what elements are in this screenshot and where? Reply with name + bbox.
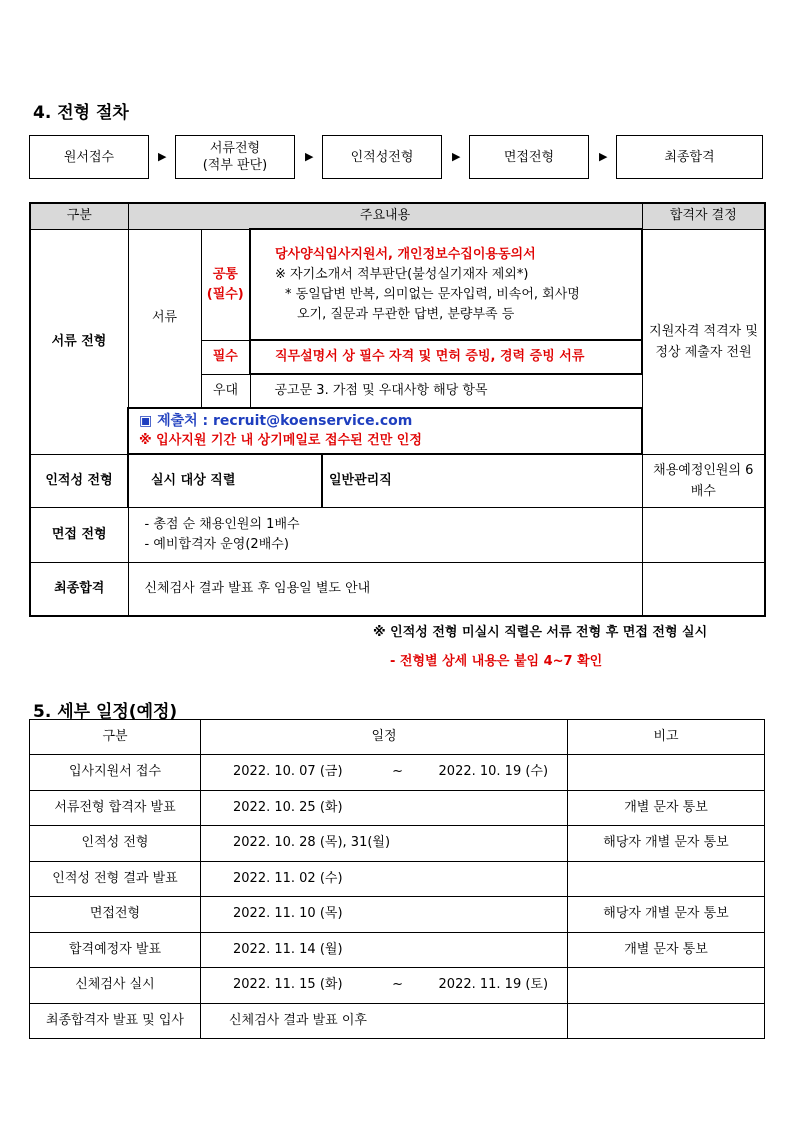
schedule-name: 면접전형 [30,897,201,933]
common-line-1: 당사양식입사지원서, 개인정보수집이용동의서 [275,246,536,262]
flow-step-interview [469,135,589,179]
schedule-date [201,861,568,897]
interview-label: 면접 전형 [30,507,128,562]
schedule-name: 인적성 전형 결과 발표 [30,861,201,897]
schedule-date [201,755,568,791]
note-aptitude: ※ 인적성 전형 미실시 직렬은 서류 전형 후 면접 전형 실시 [373,625,708,640]
table-row [30,968,765,1004]
aptitude-target-label: 실시 대상 직렬 [128,454,322,507]
flow-step-final [616,135,763,179]
flow-step-label: 최종합격 [664,149,715,165]
note-attachment: - 전형별 상세 내용은 붙임 4~7 확인 [390,654,603,669]
table-row [30,897,765,933]
schedule-header-note: 비고 [568,720,765,755]
common-label [201,229,250,340]
schedule-table [29,719,765,1039]
aptitude-decision: 채용예정인원의 6배수 [642,454,765,507]
schedule-date-tilde: ~ [392,764,403,780]
schedule-name: 합격예정자 발표 [30,932,201,968]
flow-step-aptitude [322,135,442,179]
schedule-date-start: 2022. 11. 14 (월) [233,941,343,957]
arrow-icon: ▶ [452,150,461,163]
schedule-date-end: 2022. 11. 19 (토) [438,977,549,993]
schedule-date [201,826,568,862]
arrow-icon: ▶ [158,150,167,163]
submit-prefix: ▣ 제출처 : [139,413,214,429]
required-text: 직무설명서 상 필수 자격 및 면허 증빙, 경력 증빙 서류 [250,340,642,374]
final-content: 신체검사 결과 발표 후 임용일 별도 안내 [128,562,642,616]
schedule-header-date: 일정 [201,720,568,755]
flow-step-sublabel: (적부 판단) [202,158,268,173]
pref-label: 우대 [201,374,250,408]
table-row [30,826,765,862]
common-line-3: * 동일답변 반복, 의미없는 문자입력, 비속어, 회사명 [285,286,580,302]
pref-text: 공고문 3. 가점 및 우대사항 해당 항목 [250,374,642,408]
schedule-note [568,755,765,791]
common-content [250,229,642,340]
common-label-1: 공통 [212,266,238,282]
schedule-date-start: 2022. 11. 15 (화) [233,977,343,993]
table-row [30,790,765,826]
schedule-note: 해당자 개별 문자 통보 [568,897,765,933]
submit-info [128,408,642,454]
schedule-date-start: 2022. 11. 10 (목) [233,906,343,922]
interview-line-1: - 총점 순 채용인원의 1배수 [144,516,300,532]
section-5-title: 5. 세부 일정(예정) [33,702,178,722]
schedule-date-start: 2022. 10. 25 (화) [233,799,343,815]
flow-step-label: 인적성전형 [350,149,414,165]
header-content: 주요내용 [128,203,642,229]
schedule-note: 개별 문자 통보 [568,790,765,826]
arrow-icon: ▶ [599,150,608,163]
schedule-date-start: 2022. 10. 07 (금) [233,764,343,780]
doc-label: 서류 전형 [30,229,128,454]
interview-decision [642,507,765,562]
flow-step-label: 면접전형 [503,149,555,165]
table-row [30,861,765,897]
schedule-name: 인적성 전형 [30,826,201,862]
table-row [30,1003,765,1039]
flow-step-label: 서류전형 [209,141,261,156]
table-row [30,932,765,968]
schedule-name: 서류전형 합격자 발표 [30,790,201,826]
schedule-date-start: 2022. 10. 28 (목), 31(월) [233,835,391,851]
schedule-note: 해당자 개별 문자 통보 [568,826,765,862]
submit-note: ※ 입사지원 기간 내 상기메일로 접수된 건만 인정 [139,433,422,448]
final-decision [642,562,765,616]
schedule-date-start: 신체검사 결과 발표 이후 [229,1012,367,1028]
doc-decision: 지원자격 적격자 및 정상 제출자 전원 [642,229,765,454]
interview-line-2: - 예비합격자 운영(2배수) [144,536,289,552]
doc-sub: 서류 [128,229,201,408]
flow-step-document [175,135,295,179]
required-label: 필수 [201,340,250,374]
schedule-note [568,968,765,1004]
flow-step-apply [29,135,149,179]
header-category: 구분 [30,203,128,229]
schedule-date-start: 2022. 11. 02 (수) [233,870,343,886]
interview-content [128,507,642,562]
flow-step-label: 원서접수 [63,149,115,165]
schedule-name: 신체검사 실시 [30,968,201,1004]
final-label: 최종합격 [30,562,128,616]
schedule-note [568,1003,765,1039]
arrow-icon: ▶ [305,150,314,163]
submit-line [139,411,635,431]
schedule-date [201,1003,568,1039]
submit-email: recruit@koenservice.com [213,413,413,429]
common-line-2: ※ 자기소개서 적부판단(불성실기재자 제외*) [275,266,529,282]
header-decision: 합격자 결정 [642,203,765,229]
aptitude-label: 인적성 전형 [30,454,128,507]
schedule-note [568,861,765,897]
schedule-header-category: 구분 [30,720,201,755]
table-row [30,755,765,791]
schedule-date [201,897,568,933]
process-table [29,202,766,617]
section-4-title: 4. 전형 절차 [33,103,129,123]
common-line-4: 오기, 질문과 무관한 답변, 분량부족 등 [297,306,515,322]
schedule-date-end: 2022. 10. 19 (수) [438,764,549,780]
schedule-date [201,790,568,826]
aptitude-target-value: 일반관리직 [322,454,642,507]
schedule-name: 입사지원서 접수 [30,755,201,791]
schedule-date [201,968,568,1004]
schedule-name: 최종합격자 발표 및 입사 [30,1003,201,1039]
schedule-note: 개별 문자 통보 [568,932,765,968]
schedule-date-tilde: ~ [392,977,403,993]
schedule-date [201,932,568,968]
common-label-2: (필수) [206,286,244,302]
